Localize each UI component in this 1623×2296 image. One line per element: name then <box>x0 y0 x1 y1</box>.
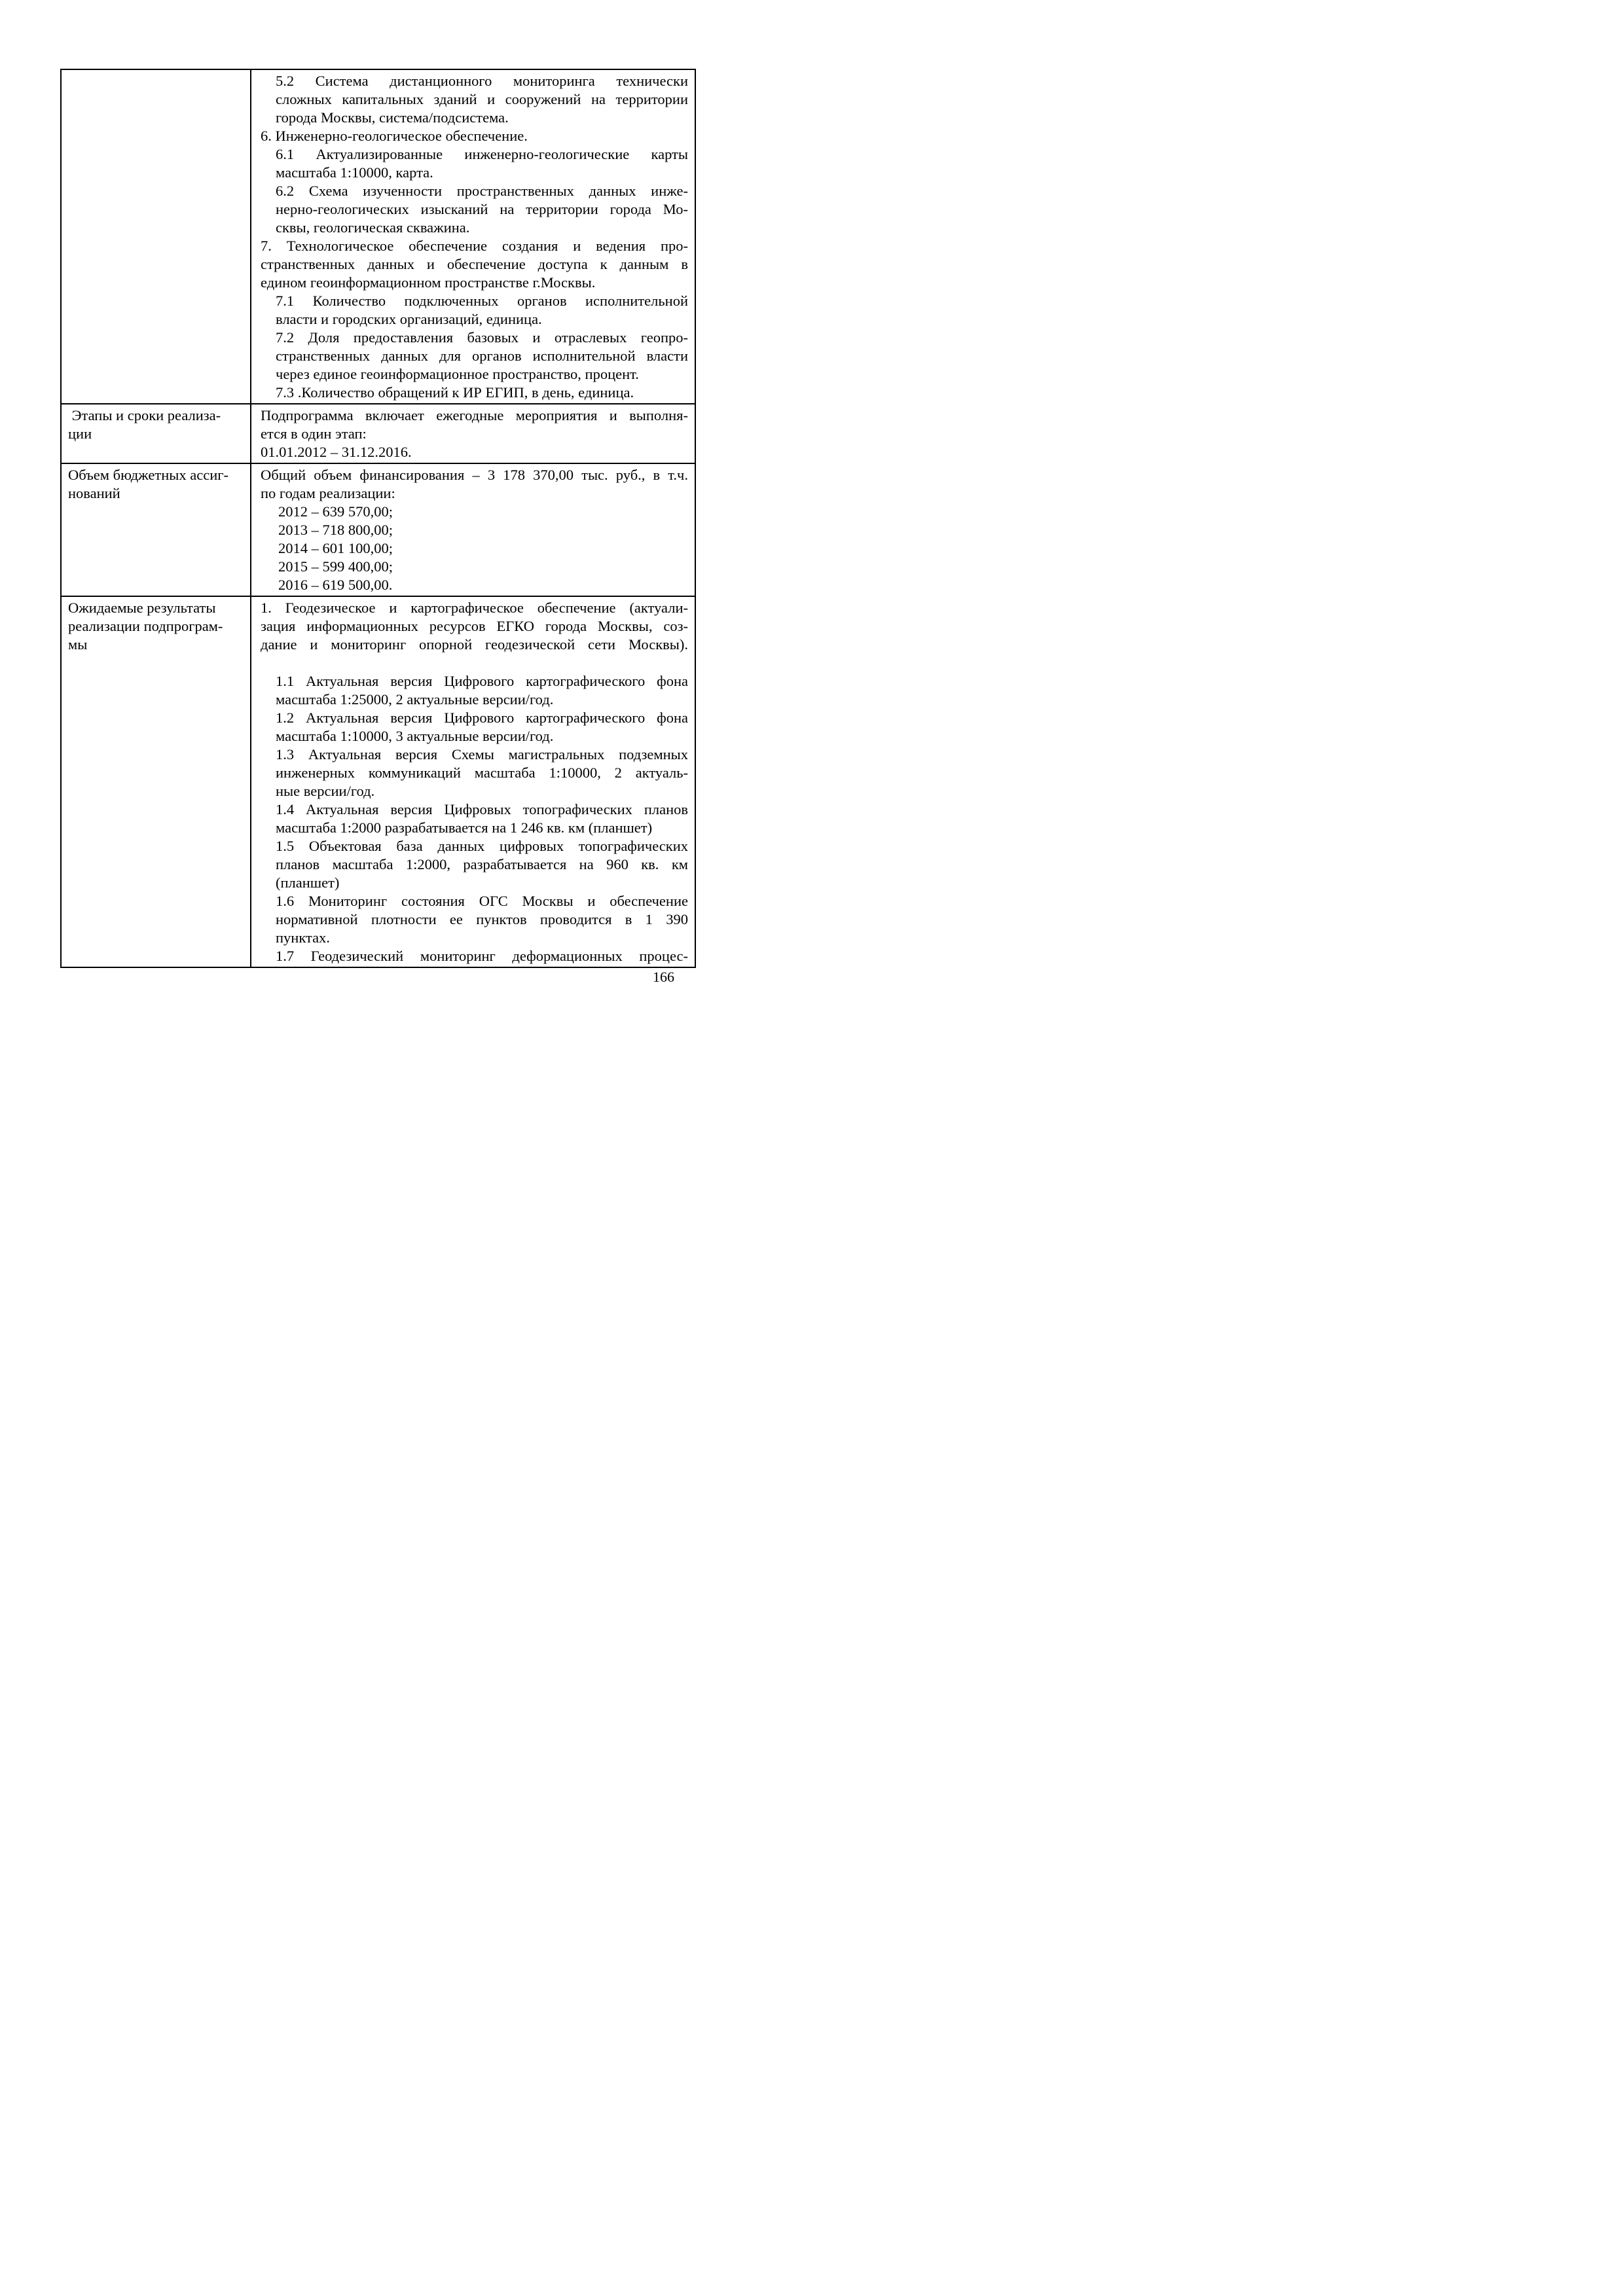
label-line: Объем бюджетных ассиг- <box>68 467 229 483</box>
label-line: реализации подпрограм- <box>68 618 223 634</box>
text-line: нормативной плотности ее пунктов проводится в 1 390 <box>276 911 688 927</box>
table-row <box>61 69 695 404</box>
passport-table <box>60 69 696 968</box>
text-line: по годам реализации: <box>261 485 395 501</box>
text-line: 6. Инженерно-геологическое обеспечение. <box>261 128 528 144</box>
text-line: 7. Технологическое обеспечение создания и ведения про- <box>261 238 688 254</box>
row-label-cell <box>61 463 251 596</box>
text-line: инженерных коммуникаций масштаба 1:10000, 2 актуаль- <box>276 764 688 781</box>
row-label <box>62 597 250 654</box>
text-line: сквы, геологическая скважина. <box>276 219 470 236</box>
text-line: 5.2 Система дистанционного мониторинга технически <box>276 73 688 89</box>
text-line: планов масштаба 1:2000, разрабатывается на 960 кв. км <box>276 856 688 872</box>
text-line: 1.6 Мониторинг состояния ОГС Москвы и обеспечение <box>276 893 688 909</box>
text-line: 7.2 Доля предоставления базовых и отраслевых геопро- <box>276 329 688 346</box>
row-content-cell <box>251 404 695 463</box>
row-content <box>251 404 695 463</box>
text-line: 2013 – 718 800,00; <box>278 522 393 538</box>
text-line: 2014 – 601 100,00; <box>278 540 393 556</box>
text-line: пунктах. <box>276 929 330 946</box>
row-label-cell <box>61 596 251 967</box>
label-line: Этапы и сроки реализа- <box>68 407 221 423</box>
text-line: дание и мониторинг опорной геодезической сети Москвы). <box>261 636 688 653</box>
text-line: зация информационных ресурсов ЕГКО города Москвы, соз- <box>261 618 688 634</box>
text-line: власти и городских организаций, единица. <box>276 311 542 327</box>
text-line: (планшет) <box>276 874 340 891</box>
text-line: масштаба 1:25000, 2 актуальные версии/год. <box>276 691 554 708</box>
text-line: странственных данных для органов исполнительной власти <box>276 348 688 364</box>
text-line: 6.1 Актуализированные инженерно-геологические карты <box>276 146 688 162</box>
label-line: ции <box>68 425 92 442</box>
text-line: ется в один этап: <box>261 425 367 442</box>
text-line: через единое геоинформационное пространство, процент. <box>276 366 639 382</box>
table-row <box>61 404 695 463</box>
row-label-cell <box>61 404 251 463</box>
row-content-cell <box>251 69 695 404</box>
text-line: города Москвы, система/подсистема. <box>276 109 509 126</box>
text-line: 1.1 Актуальная версия Цифрового картографического фона <box>276 673 688 689</box>
row-label-cell <box>61 69 251 404</box>
text-line: 2016 – 619 500,00. <box>278 577 393 593</box>
table-row <box>61 596 695 967</box>
text-line: Подпрограмма включает ежегодные мероприятия и выполня- <box>261 407 688 423</box>
text-line: 1. Геодезическое и картографическое обеспечение (актуали- <box>261 600 688 616</box>
text-line: 2015 – 599 400,00; <box>278 558 393 575</box>
label-line: нований <box>68 485 120 501</box>
text-line: 1.2 Актуальная версия Цифрового картографического фона <box>276 709 688 726</box>
row-label <box>62 70 250 72</box>
text-line: нерно-геологических изысканий на территории города Мо- <box>276 201 688 217</box>
row-content <box>251 70 695 403</box>
label-line: Ожидаемые результаты <box>68 600 216 616</box>
text-line: масштаба 1:10000, карта. <box>276 164 433 181</box>
text-line: 1.7 Геодезический мониторинг деформационных процес- <box>276 948 688 964</box>
label-line: мы <box>68 636 88 653</box>
text-line: масштаба 1:10000, 3 актуальные версии/год. <box>276 728 554 744</box>
blank-line <box>261 654 688 672</box>
text-line: масштаба 1:2000 разрабатывается на 1 246 кв. км (планшет) <box>276 819 653 836</box>
text-line: 1.5 Объектовая база данных цифровых топографических <box>276 838 688 854</box>
table-row <box>61 463 695 596</box>
text-line: 01.01.2012 – 31.12.2016. <box>261 444 412 460</box>
row-content-cell <box>251 596 695 967</box>
text-line: 1.3 Актуальная версия Схемы магистральных подземных <box>276 746 688 762</box>
text-line: 7.3 .Количество обращений к ИР ЕГИП, в день, единица. <box>276 384 634 401</box>
table-body <box>61 69 695 967</box>
row-label <box>62 404 250 443</box>
text-line: 2012 – 639 570,00; <box>278 503 393 520</box>
text-line: 6.2 Схема изученности пространственных данных инже- <box>276 183 688 199</box>
text-line: едином геоинформационном пространстве г.Москвы. <box>261 274 596 291</box>
text-line: странственных данных и обеспечение доступа к данным в <box>261 256 688 272</box>
row-content <box>251 464 695 596</box>
text-line: сложных капитальных зданий и сооружений на территории <box>276 91 688 107</box>
text-line: Общий объем финансирования – 3 178 370,00 тыс. руб., в т.ч. <box>261 467 688 483</box>
text-line: ные версии/год. <box>276 783 375 799</box>
text-line: 1.4 Актуальная версия Цифровых топографических планов <box>276 801 688 817</box>
text-line: 7.1 Количество подключенных органов исполнительной <box>276 293 688 309</box>
row-content-cell <box>251 463 695 596</box>
row-label <box>62 464 250 503</box>
page-number: 166 <box>653 969 674 985</box>
row-content <box>251 597 695 967</box>
